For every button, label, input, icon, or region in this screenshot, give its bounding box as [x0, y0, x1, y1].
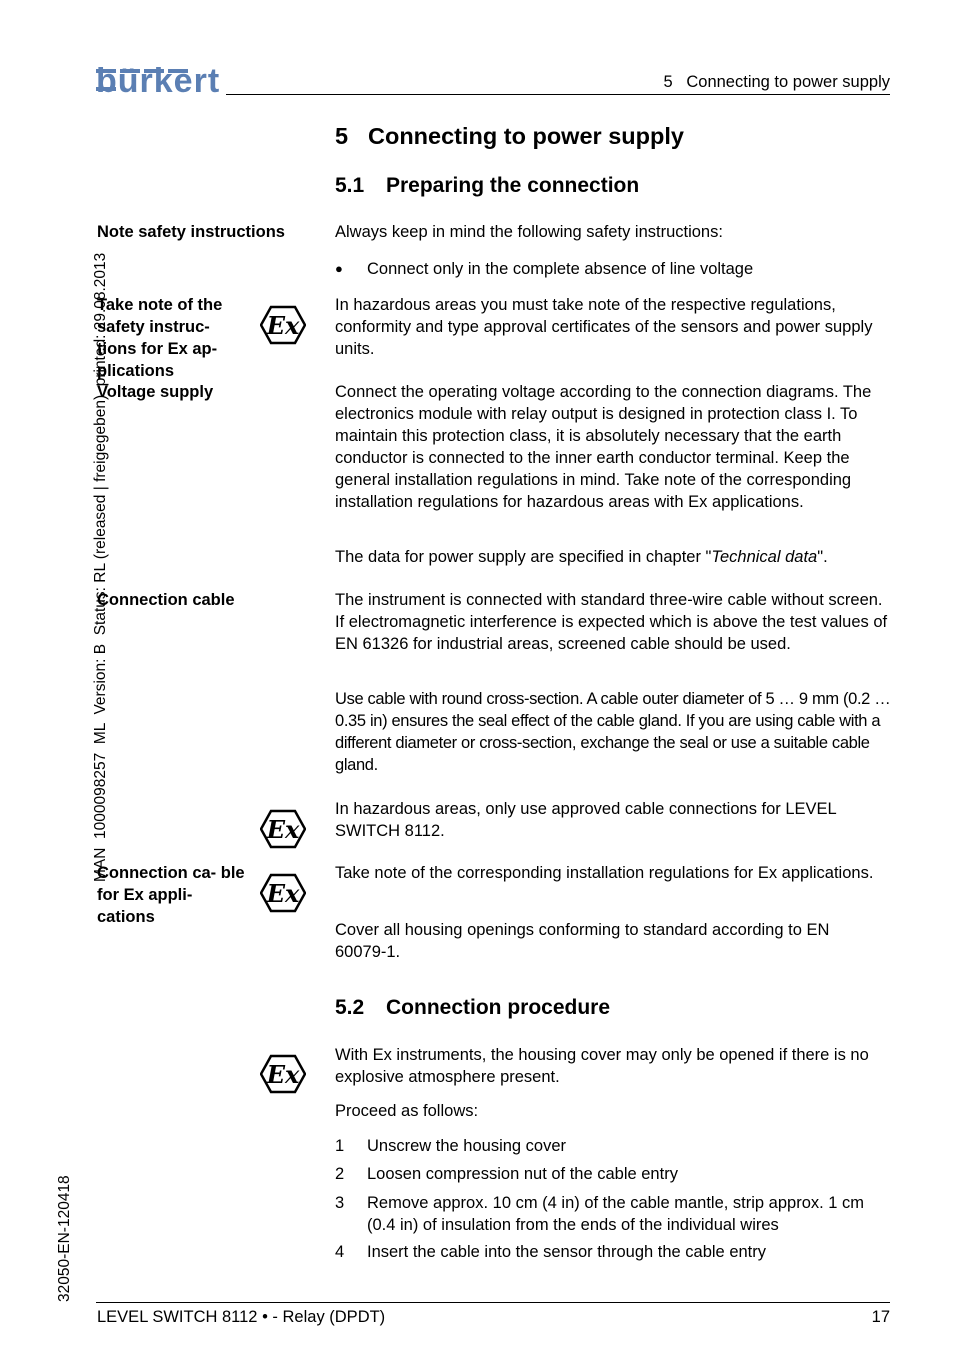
step-text: Insert the cable into the sensor through the cable entry — [367, 1243, 766, 1261]
para-always-keep: Always keep in mind the following safety instructions: — [335, 223, 723, 241]
label-voltage-supply: Voltage supply — [97, 383, 214, 401]
data-power-pre: The data for power supply are specified in chapter " — [335, 548, 712, 566]
subsection-title-5-2 — [335, 996, 610, 1020]
data-power-post: ". — [817, 548, 828, 566]
ex-protection-icon — [260, 873, 306, 913]
step-number: 4 — [335, 1243, 345, 1261]
step-number: 3 — [335, 1194, 345, 1212]
step-text: Remove approx. 10 cm (4 in) of the cable mantle, strip approx. 1 cm (0.4 in) of insulation from the ends of the individual wires — [367, 1194, 865, 1234]
para-ex-instruments: With Ex instruments, the housing cover may only be opened if there is no explosive atmosphere present. — [335, 1046, 869, 1086]
burkert-logo — [96, 62, 221, 100]
subsection-number: 5.2 — [335, 996, 365, 1019]
label-connection-cable: Connection cable — [97, 591, 235, 609]
footer-rule — [96, 1302, 890, 1303]
footer-product: LEVEL SWITCH 8112 • - Relay (DPDT) — [97, 1308, 386, 1326]
label-connection-cable-ex: Connection ca- ble for Ex appli- cations — [97, 864, 245, 926]
svg-text:Ex: Ex — [266, 1060, 300, 1089]
bullet-item — [335, 258, 895, 280]
para-proceed: Proceed as follows: — [335, 1102, 479, 1120]
para-cable-1: The instrument is connected with standard three-wire cable without screen. If electromagnetic interference is expected which is above the test values of EN 61326 for industrial areas, screened cable should be used. — [335, 591, 888, 653]
bullet-text: Connect only in the complete absence of line voltage — [367, 260, 754, 278]
step-number: 1 — [335, 1137, 345, 1155]
step-text: Loosen compression nut of the cable entry — [367, 1165, 678, 1183]
label-take-note-ex: Take note of the safety instruc- tions for Ex ap- plications — [97, 296, 223, 380]
para-data-power — [335, 546, 891, 568]
section-number: 5 — [335, 123, 349, 149]
subsection-number: 5.1 — [335, 174, 365, 197]
subsection-title-text: Preparing the connection — [386, 174, 640, 197]
ex-protection-icon — [260, 809, 306, 849]
step-number: 2 — [335, 1165, 345, 1183]
subsection-title-5-1 — [335, 174, 639, 198]
para-cover-housing: Cover all housing openings conforming to standard according to EN 60079-1. — [335, 921, 830, 961]
ex-protection-icon — [260, 305, 306, 345]
para-ex-install: Take note of the corresponding installation regulations for Ex applications. — [335, 864, 874, 882]
svg-text:Ex: Ex — [266, 815, 300, 844]
section-title-text: Connecting to power supply — [368, 123, 684, 149]
header-rule — [226, 94, 890, 95]
list-item — [335, 1135, 895, 1157]
para-hazardous-regulations: In hazardous areas you must take note of the respective regulations, conformity and type approval certificates of the sensors and power supply units. — [335, 296, 873, 358]
list-item — [335, 1192, 885, 1236]
bullet-symbol: ● — [335, 261, 343, 276]
para-cable-2: Use cable with round cross-section. A cable outer diameter of 5 … 9 mm (0.2 … 0.35 in) ensures the seal effect of the cable gland. If you are using cable with a different diameter or cross-section, exchange the seal or use a suitable cable gland. — [335, 690, 891, 774]
running-title: 5 Connecting to power supply — [663, 73, 890, 91]
data-power-italic: Technical data — [711, 548, 818, 566]
ex-protection-icon — [260, 1054, 306, 1094]
logo-text: bürkert — [96, 62, 221, 100]
page-number: 17 — [871, 1308, 890, 1326]
svg-text:Ex: Ex — [266, 311, 300, 340]
para-hazardous-cable: In hazardous areas, only use approved cable connections for LEVEL SWITCH 8112. — [335, 800, 837, 840]
para-voltage-supply: Connect the operating voltage according to the connection diagrams. The electronics module with relay output is designed in protection class I. To maintain this protection class, it is absolutely necessary that the earth conductor is connected to the inner earth conductor terminal. Keep the general installation regulations in mind. Take note of the corresponding installation regulations for hazardous areas with Ex applications. — [335, 383, 872, 511]
vertical-doc-code: 32050-EN-120418 — [56, 1175, 73, 1302]
step-text: Unscrew the housing cover — [367, 1137, 567, 1155]
vertical-doc-info: MAN 1000098257 ML Version: B Status: RL (released | freigegeben) printed: 29.08.2013 — [92, 252, 109, 882]
subsection-title-text: Connection procedure — [386, 996, 611, 1019]
label-note-safety: Note safety instructions — [97, 223, 285, 241]
list-item — [335, 1241, 895, 1263]
svg-text:Ex: Ex — [266, 879, 300, 908]
list-item — [335, 1163, 895, 1185]
section-title — [335, 123, 684, 150]
